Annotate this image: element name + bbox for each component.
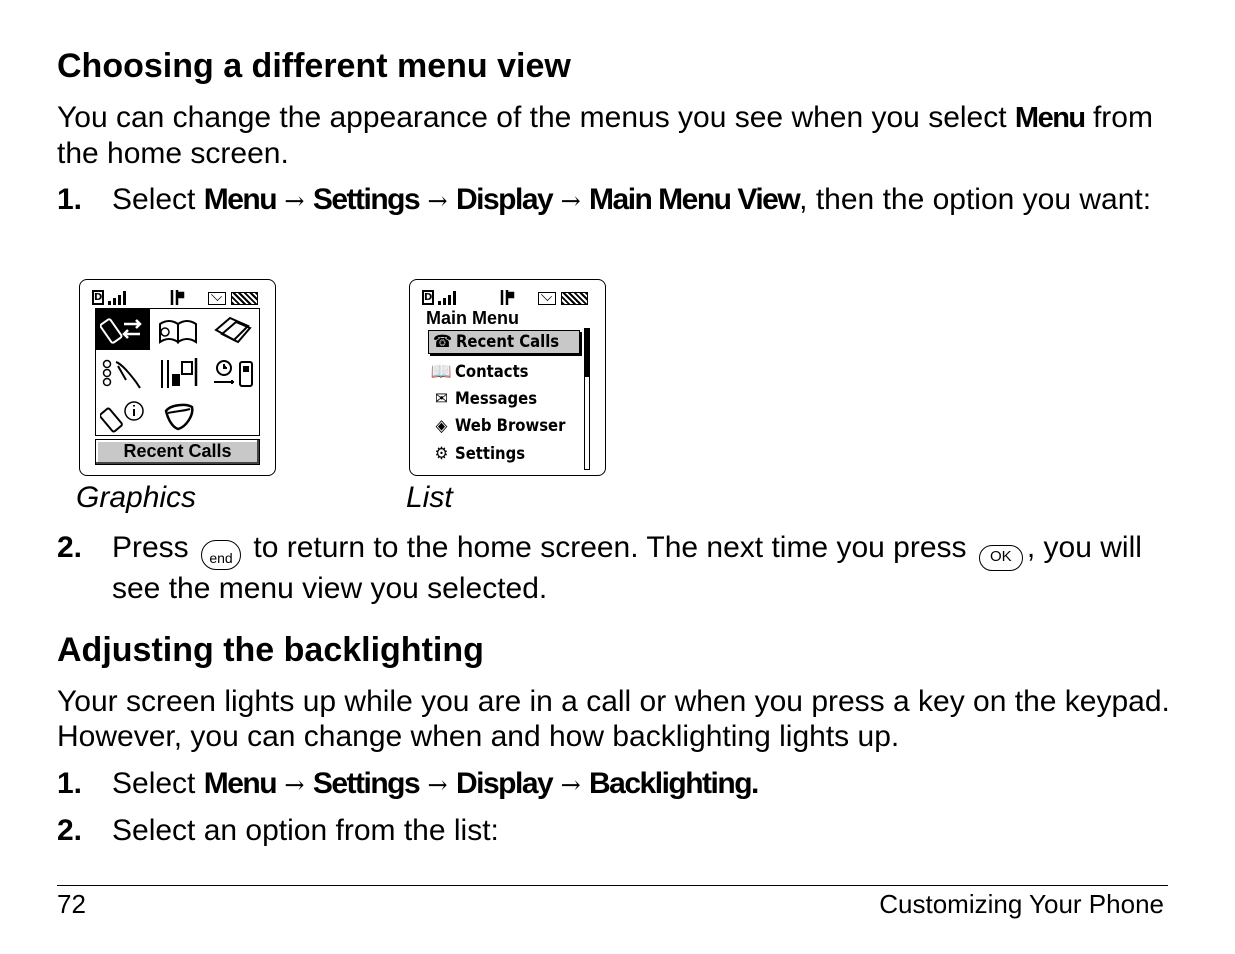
list-title: Main Menu (426, 308, 519, 328)
contacts-icon: 📖 (430, 362, 453, 382)
backlighting-intro: Your screen lights up while you are in a call or when you press a key on the keypad. However, you can change when and how backlighting lights up. (57, 685, 1170, 753)
web-browser-icon: ◈ (435, 416, 448, 436)
list-item-messages: ✉ Messages (428, 387, 580, 411)
caption-list: List (406, 481, 453, 514)
list-item-contacts: 📖 Contacts (428, 360, 580, 384)
list-item-settings: ⚙ Settings (428, 442, 580, 466)
menu-view-step-2: 2. Press end to return to the home screen. The next time you press OK , you will see the menu view you selected. (57, 531, 1142, 605)
list-view-screen (409, 279, 606, 476)
status-bar: D (422, 288, 593, 308)
battery-icon (561, 292, 588, 305)
section-heading-backlighting: Adjusting the backlighting (57, 631, 484, 669)
list-item-recent-calls: ☎ Recent Calls (428, 330, 580, 354)
scrollbar (584, 328, 590, 470)
selected-item-label: Recent Calls (95, 439, 260, 465)
menu-view-step-1: 1. Select Menu → Settings → Display → Main Menu View, then the option you want: (57, 183, 1152, 216)
timer-icon (206, 352, 260, 393)
backlighting-step-2: 2. Select an option from the list: (57, 814, 499, 847)
footer-chapter-title: Customizing Your Phone (879, 889, 1164, 919)
menu-icon-grid (95, 308, 260, 436)
message-envelope-icon (538, 292, 556, 305)
status-bar: D (92, 288, 263, 308)
contacts-icon (152, 309, 206, 350)
messages-icon: ✉ (435, 389, 448, 409)
info-icon (96, 395, 150, 436)
recent-calls-icon: ☎ (432, 332, 453, 352)
roaming-icon (170, 290, 186, 305)
ok-key-icon: OK (979, 545, 1023, 571)
battery-icon (231, 292, 258, 305)
recent-calls-icon (96, 309, 150, 350)
messages-icon (206, 309, 260, 350)
footer-divider (57, 885, 1168, 886)
message-envelope-icon (208, 292, 226, 305)
list-item-web-browser: ◈ Web Browser (428, 414, 580, 438)
backlighting-step-1: 1. Select Menu → Settings → Display → Backlighting. (57, 767, 758, 800)
tools-icon (152, 352, 206, 393)
menu-view-intro: You can change the appearance of the menus you see when you select Menu from the home screen. (57, 101, 1153, 170)
settings-icon: ⚙ (434, 444, 449, 464)
page-number: 72 (57, 889, 86, 919)
web-browser-icon (152, 395, 206, 436)
graphics-view-screen (79, 279, 276, 476)
section-heading-menu-view: Choosing a different menu view (57, 47, 571, 85)
end-key-icon: end (201, 540, 241, 570)
voice-icon (96, 352, 150, 393)
roaming-icon (500, 290, 516, 305)
caption-graphics: Graphics (76, 481, 197, 514)
